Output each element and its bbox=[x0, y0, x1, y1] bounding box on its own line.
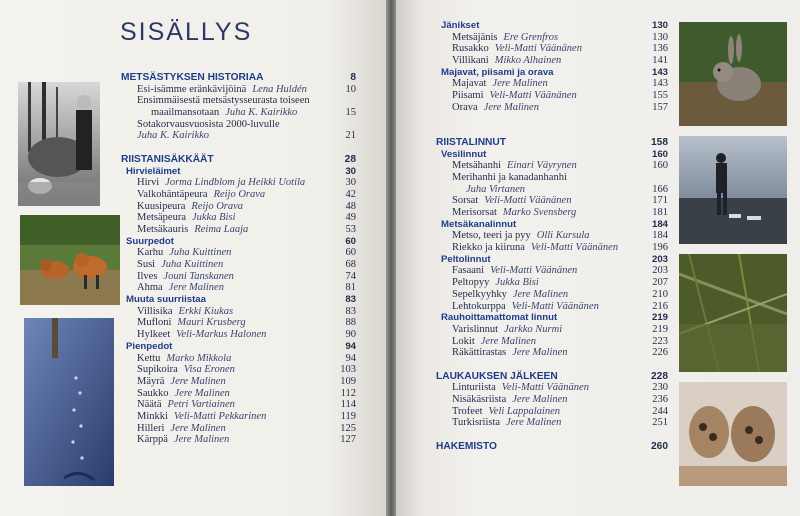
toc-page-number: 130 bbox=[651, 20, 668, 31]
toc-page-number: 210 bbox=[652, 288, 668, 300]
photo-rabbit bbox=[679, 22, 787, 126]
toc-page-number: 219 bbox=[651, 312, 668, 324]
toc-entry bbox=[121, 423, 356, 435]
toc-entry-author: Marko Svensberg bbox=[502, 207, 577, 218]
toc-page-number: 60 bbox=[345, 235, 356, 247]
toc-page-number: 236 bbox=[652, 394, 668, 405]
toc-entry-title: Näätä bbox=[137, 399, 162, 411]
toc-subsection bbox=[436, 67, 668, 79]
toc-page-number: 171 bbox=[652, 195, 668, 207]
toc-page-number: 226 bbox=[652, 347, 668, 359]
toc-entry bbox=[436, 184, 668, 196]
toc-entry-title: Merisorsat bbox=[452, 207, 497, 218]
toc-entry-title: Trofeet bbox=[452, 405, 483, 417]
toc-spacer bbox=[436, 429, 668, 441]
toc-entry-title: Hylkeet bbox=[137, 329, 171, 341]
toc-entry bbox=[436, 32, 668, 44]
toc-entry-author: Jere Malinen bbox=[483, 101, 539, 113]
toc-entry-title: Metsäkauris bbox=[137, 223, 189, 235]
toc-spacer bbox=[436, 359, 668, 371]
toc-entry-author: Veli-Matti Väänänen bbox=[484, 195, 572, 207]
toc-page-number: 88 bbox=[345, 317, 356, 329]
toc-entry-author: Jere Malinen bbox=[506, 417, 562, 429]
toc-entry-title: RIISTALINNUT bbox=[436, 136, 506, 148]
toc-spacer bbox=[121, 142, 356, 154]
toc-page-number: 184 bbox=[652, 230, 668, 242]
toc-page-number: 103 bbox=[340, 364, 356, 376]
toc-entry bbox=[436, 43, 668, 55]
toc-entry-author: Jouni Tanskanen bbox=[163, 270, 234, 282]
toc-entry-title: Nisäkäsriista bbox=[452, 394, 507, 405]
toc-page-number: 158 bbox=[651, 136, 668, 148]
toc-entry-author: Jere Malinen bbox=[170, 422, 226, 434]
toc-entry bbox=[436, 347, 668, 359]
toc-entry-title: Lehtokurppa bbox=[452, 300, 506, 312]
toc-page-number: 230 bbox=[652, 382, 668, 394]
toc-entry bbox=[121, 411, 356, 423]
toc-entry-author: Juha K. Kairikko bbox=[225, 107, 298, 119]
toc-entry-author: Veli Lappalainen bbox=[488, 405, 560, 417]
toc-page-number: 196 bbox=[652, 242, 668, 254]
toc-left-column bbox=[121, 72, 356, 446]
toc-page-number: 203 bbox=[651, 253, 668, 265]
toc-section bbox=[436, 371, 668, 383]
toc-entry-title: Pienpedot bbox=[126, 340, 173, 352]
toc-page-number: 160 bbox=[652, 160, 668, 172]
toc-entry-title: Ensimmäisestä metsästysseurasta toiseen bbox=[137, 95, 310, 107]
toc-entry-title: Valkohäntäpeura bbox=[137, 188, 208, 200]
toc-entry bbox=[436, 207, 668, 219]
toc-entry bbox=[436, 102, 668, 114]
toc-entry bbox=[436, 382, 668, 394]
toc-entry-title: Orava bbox=[452, 101, 478, 113]
toc-entry-author: Mikko Alhainen bbox=[494, 55, 562, 67]
toc-entry-author: Ere Grenfros bbox=[503, 31, 559, 43]
toc-entry-title: Rauhoittamattomat linnut bbox=[441, 312, 558, 324]
toc-entry-author: Veli-Matti Väänänen bbox=[490, 265, 578, 277]
toc-entry-author: Jere Malinen bbox=[173, 434, 230, 446]
toc-page-number: 125 bbox=[340, 422, 356, 434]
toc-page-number: 83 bbox=[345, 294, 356, 306]
toc-entry-author: Jere Malinen bbox=[512, 394, 568, 405]
toc-entry bbox=[121, 189, 356, 201]
toc-page-number: 143 bbox=[651, 66, 668, 78]
toc-page-number: 181 bbox=[652, 207, 668, 218]
toc-entry-author: Jere Malinen bbox=[480, 335, 537, 347]
toc-entry bbox=[436, 336, 668, 348]
toc-entry bbox=[121, 224, 356, 236]
toc-entry-title: Metsäkanalinnut bbox=[441, 218, 517, 230]
toc-subsection bbox=[436, 312, 668, 324]
toc-entry-author: Jere Malinen bbox=[170, 375, 226, 387]
toc-entry bbox=[121, 388, 356, 400]
toc-entry-title: Merihanhi ja kanadanhanhi bbox=[452, 171, 567, 183]
toc-entry-title: Piisami bbox=[452, 90, 484, 102]
toc-entry bbox=[121, 177, 356, 189]
toc-entry-title: Hilleri bbox=[137, 422, 165, 434]
toc-entry bbox=[121, 119, 356, 131]
photo-snow-tracks bbox=[24, 318, 114, 486]
toc-entry bbox=[121, 282, 356, 294]
toc-entry bbox=[436, 417, 668, 429]
toc-entry bbox=[121, 247, 356, 259]
toc-page-number: 112 bbox=[340, 387, 356, 399]
toc-entry bbox=[436, 160, 668, 172]
toc-entry bbox=[436, 195, 668, 207]
toc-entry-title: Villisika bbox=[137, 305, 173, 317]
toc-entry bbox=[121, 95, 356, 107]
toc-page-number: 136 bbox=[652, 43, 668, 55]
toc-page-number: 223 bbox=[652, 335, 668, 347]
toc-page-number: 8 bbox=[350, 72, 356, 83]
toc-section bbox=[436, 441, 668, 453]
toc-page-number: 216 bbox=[652, 300, 668, 312]
left-page bbox=[0, 0, 386, 516]
photo-historic-hunters bbox=[18, 82, 100, 206]
toc-page-number: 228 bbox=[651, 370, 668, 382]
toc-subsection bbox=[121, 236, 356, 248]
toc-entry bbox=[436, 301, 668, 313]
toc-page-number: 94 bbox=[345, 352, 356, 364]
toc-entry-author: Juha Virtanen bbox=[466, 183, 526, 195]
toc-entry-author: Petri Vartiainen bbox=[167, 399, 235, 411]
toc-entry bbox=[121, 271, 356, 283]
toc-entry-title: Kettu bbox=[137, 352, 161, 364]
toc-entry bbox=[121, 399, 356, 411]
toc-entry-title: Muuta suurriistaa bbox=[126, 294, 206, 306]
toc-page-number: 49 bbox=[345, 212, 356, 224]
toc-entry-title: METSÄSTYKSEN HISTORIAA bbox=[121, 72, 264, 83]
toc-page-number: 155 bbox=[652, 90, 668, 102]
toc-entry bbox=[121, 376, 356, 388]
toc-entry-title: Esi-isämme eränkävijöinä bbox=[137, 83, 247, 95]
toc-entry bbox=[121, 201, 356, 213]
toc-entry bbox=[121, 259, 356, 271]
toc-page-number: 81 bbox=[345, 282, 356, 294]
toc-entry-title: Saukko bbox=[137, 387, 169, 399]
toc-entry-title: Lokit bbox=[452, 335, 475, 347]
toc-entry-title: Supikoira bbox=[137, 364, 178, 376]
toc-entry-title: Riekko ja kiiruna bbox=[452, 242, 525, 254]
toc-entry bbox=[436, 55, 668, 67]
toc-entry-author: Veli-Matti Väänänen bbox=[530, 242, 619, 254]
toc-entry-title: Kuusipeura bbox=[137, 200, 186, 212]
toc-page-number: 109 bbox=[340, 375, 356, 387]
toc-entry-author: Mauri Krusberg bbox=[177, 317, 246, 329]
toc-entry-title: Metsäjänis bbox=[452, 31, 498, 43]
toc-subsection bbox=[436, 20, 668, 32]
toc-entry-title: Majavat, piisami ja orava bbox=[441, 66, 554, 78]
toc-entry-title: Villikani bbox=[452, 55, 489, 67]
toc-entry-title: Linturiista bbox=[452, 382, 496, 394]
toc-entry-author: Visa Eronen bbox=[183, 364, 235, 376]
toc-entry bbox=[121, 306, 356, 318]
toc-page-number: 30 bbox=[345, 177, 356, 189]
toc-page-number: 42 bbox=[345, 188, 356, 200]
toc-subsection bbox=[121, 341, 356, 353]
toc-entry bbox=[436, 90, 668, 102]
toc-section bbox=[121, 72, 356, 84]
toc-page-number: 94 bbox=[345, 340, 356, 352]
toc-entry-title: Sotakorvausvuosista 2000-luvulle bbox=[137, 118, 280, 130]
toc-entry bbox=[436, 78, 668, 90]
toc-entry-author: Jorma Lindblom ja Heikki Uotila bbox=[165, 177, 306, 189]
toc-entry-title: RIISTANISÄKKÄÄT bbox=[121, 153, 214, 165]
toc-entry-author: Jere Malinen bbox=[492, 78, 548, 90]
toc-entry-title: Vesilinnut bbox=[441, 148, 487, 160]
toc-entry bbox=[121, 130, 356, 142]
toc-entry bbox=[121, 317, 356, 329]
toc-page-number: 157 bbox=[652, 101, 668, 113]
toc-entry-author: Einari Väyrynen bbox=[507, 160, 577, 172]
toc-entry-author: Jere Malinen bbox=[512, 288, 569, 300]
toc-page-number: 83 bbox=[345, 305, 356, 317]
toc-entry-title: Sepelkyyhky bbox=[452, 288, 507, 300]
toc-entry-title: Metso, teeri ja pyy bbox=[452, 230, 531, 242]
toc-page-number: 28 bbox=[344, 153, 356, 165]
photo-animal-paws bbox=[679, 382, 787, 486]
toc-entry-title: Jänikset bbox=[441, 20, 480, 31]
toc-entry-title: Ahma bbox=[137, 282, 163, 294]
toc-section bbox=[121, 154, 356, 166]
toc-entry-author: Veli-Matti Väänänen bbox=[494, 43, 582, 55]
toc-entry-author: Jere Malinen bbox=[168, 282, 224, 294]
toc-subsection bbox=[121, 294, 356, 306]
toc-subsection bbox=[121, 166, 356, 178]
toc-page-number: 15 bbox=[345, 107, 356, 119]
toc-entry-title: Minkki bbox=[137, 410, 168, 422]
toc-entry bbox=[436, 230, 668, 242]
toc-spacer bbox=[436, 114, 668, 126]
toc-page-number: 114 bbox=[340, 399, 356, 411]
toc-page-number: 48 bbox=[345, 200, 356, 212]
toc-entry-title: Hirvieläimet bbox=[126, 165, 181, 177]
toc-entry-title: Sorsat bbox=[452, 195, 479, 207]
toc-page-number: 160 bbox=[651, 148, 668, 160]
toc-entry-title: Suurpedot bbox=[126, 235, 174, 247]
toc-entry bbox=[121, 434, 356, 446]
toc-entry-title: Räkättirastas bbox=[452, 347, 507, 359]
toc-page-number: 90 bbox=[345, 329, 356, 341]
toc-page-number: 119 bbox=[340, 410, 356, 422]
toc-entry-author: Erkki Kiukas bbox=[178, 305, 234, 317]
toc-entry-title: Mäyrä bbox=[137, 375, 165, 387]
toc-entry bbox=[121, 84, 356, 96]
toc-subsection bbox=[436, 219, 668, 231]
toc-page-number: 207 bbox=[652, 277, 668, 289]
toc-entry-author: Reima Laaja bbox=[194, 223, 249, 235]
toc-entry-title: Metsäpeura bbox=[137, 212, 186, 224]
toc-page-number: 219 bbox=[652, 323, 668, 335]
toc-entry bbox=[436, 277, 668, 289]
toc-entry bbox=[436, 242, 668, 254]
toc-page-number: 53 bbox=[345, 223, 356, 235]
toc-page-number: 244 bbox=[652, 405, 668, 417]
toc-entry bbox=[121, 353, 356, 365]
toc-page-number: 143 bbox=[652, 78, 668, 90]
toc-entry-title: Fasaani bbox=[452, 265, 485, 277]
toc-entry-title: Kärppä bbox=[137, 434, 168, 446]
toc-page-number: 74 bbox=[345, 270, 356, 282]
toc-entry-title: Majavat bbox=[452, 78, 487, 90]
toc-entry bbox=[436, 265, 668, 277]
toc-entry-title: maailmansotaan bbox=[151, 107, 220, 119]
toc-spacer bbox=[436, 125, 668, 137]
toc-subsection bbox=[436, 149, 668, 161]
toc-entry bbox=[121, 107, 356, 119]
toc-entry-title: LAUKAUKSEN JÄLKEEN bbox=[436, 370, 558, 382]
toc-entry-author: Jere Malinen bbox=[512, 347, 568, 359]
toc-entry-title: Mufloni bbox=[137, 317, 172, 329]
toc-entry-title: Karhu bbox=[137, 247, 164, 259]
toc-entry-author: Juha K. Kairikko bbox=[137, 130, 210, 142]
toc-entry-title: Peltopyy bbox=[452, 277, 490, 289]
toc-entry bbox=[436, 172, 668, 184]
toc-page-number: 68 bbox=[345, 259, 356, 270]
toc-entry-author: Veli-Matti Väänänen bbox=[489, 90, 577, 102]
toc-entry-title: Varislinnut bbox=[452, 323, 499, 335]
toc-entry-author: Olli Kursula bbox=[536, 230, 590, 242]
toc-entry-title: Metsähanhi bbox=[452, 160, 501, 172]
toc-entry-author: Jukka Bisi bbox=[495, 277, 539, 289]
toc-page-number: 30 bbox=[345, 165, 356, 177]
toc-entry-author: Juha Kuittinen bbox=[169, 247, 232, 259]
toc-entry-author: Jukka Bisi bbox=[191, 212, 236, 224]
toc-right-column bbox=[436, 20, 668, 452]
toc-page-number: 184 bbox=[651, 218, 668, 230]
toc-entry bbox=[436, 289, 668, 301]
toc-entry-title: HAKEMISTO bbox=[436, 440, 497, 452]
toc-entry-title: Peltolinnut bbox=[441, 253, 491, 265]
toc-page-number: 21 bbox=[345, 130, 356, 142]
toc-entry-title: Rusakko bbox=[452, 43, 489, 55]
toc-entry bbox=[436, 324, 668, 336]
toc-entry-author: Juha Kuittinen bbox=[161, 259, 224, 270]
toc-entry-title: Hirvi bbox=[137, 177, 160, 189]
toc-entry-author: Veli-Markus Halonen bbox=[176, 329, 267, 341]
toc-page-number: 10 bbox=[345, 83, 356, 95]
toc-entry-author: Reijo Orava bbox=[213, 188, 266, 200]
toc-page-number: 251 bbox=[652, 417, 668, 429]
toc-entry-author: Marko Mikkola bbox=[166, 352, 232, 364]
toc-page-number: 130 bbox=[652, 31, 668, 43]
toc-entry-author: Reijo Orava bbox=[191, 200, 244, 212]
photo-hunter-shore bbox=[679, 136, 787, 244]
toc-entry-author: Veli-Matti Pekkarinen bbox=[173, 410, 267, 422]
photo-grass-field bbox=[679, 254, 787, 372]
toc-entry bbox=[436, 406, 668, 418]
toc-page-number: 127 bbox=[340, 434, 356, 446]
page-title: SISÄLLYS bbox=[120, 18, 253, 46]
toc-entry-author: Veli-Matti Väänänen bbox=[511, 300, 599, 312]
toc-page-number: 141 bbox=[652, 55, 668, 67]
toc-entry bbox=[121, 329, 356, 341]
toc-entry-author: Jere Malinen bbox=[174, 387, 230, 399]
book-gutter bbox=[386, 0, 396, 516]
toc-entry-author: Jarkko Nurmi bbox=[504, 323, 563, 335]
toc-entry bbox=[436, 394, 668, 406]
toc-entry-title: Ilves bbox=[137, 270, 158, 282]
toc-subsection bbox=[436, 254, 668, 266]
right-page bbox=[396, 0, 800, 516]
toc-entry bbox=[121, 212, 356, 224]
toc-entry bbox=[121, 364, 356, 376]
toc-entry-author: Veli-Matti Väänänen bbox=[501, 382, 589, 394]
toc-page-number: 203 bbox=[652, 265, 668, 277]
photo-fox-cubs bbox=[20, 215, 120, 305]
toc-page-number: 166 bbox=[652, 183, 668, 195]
toc-entry-title: Turkisriista bbox=[452, 417, 501, 429]
toc-page-number: 260 bbox=[651, 440, 668, 452]
toc-page-number: 60 bbox=[345, 247, 356, 259]
toc-entry-title: Susi bbox=[137, 259, 156, 270]
toc-entry-author: Lena Huldén bbox=[252, 83, 307, 95]
toc-section bbox=[436, 137, 668, 149]
